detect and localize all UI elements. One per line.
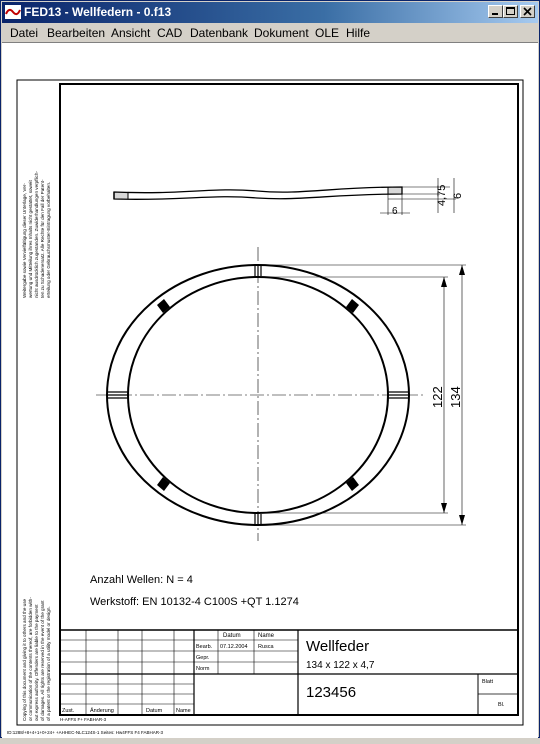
tb-row-gepr: Gepr.: [196, 655, 210, 661]
tb-sheet-label: Blatt: [482, 679, 494, 685]
minimize-button[interactable]: [488, 5, 503, 18]
svg-text:out express authority. Offende: out express authority. Offenders are liable to the payment: [34, 604, 39, 721]
title-block: [60, 630, 518, 715]
tb-col-datum: Datum: [223, 633, 241, 639]
technical-drawing: [2, 43, 538, 739]
svg-text:erteilung oder Gebrauchsmuster: erteilung oder Gebrauchsmuster-Eintragung vorbehalten.: [46, 181, 51, 298]
tb-part-dims: 134 x 122 x 4,7: [306, 660, 375, 671]
dim-thickness: 4,75: [436, 184, 448, 206]
side-view: [114, 178, 456, 215]
tb-bearb-date: 07.12.2004: [220, 644, 248, 650]
menu-bearbeiten[interactable]: Bearbeiten: [47, 26, 106, 40]
tb-row-bearb: Bearb.: [196, 644, 213, 650]
svg-text:Weitergabe sowie Vervielfältig: Weitergabe sowie Vervielfältigung dieser Unterlage, Ver-: [22, 183, 27, 298]
tb-name: Name: [176, 708, 191, 714]
svg-text:wertung und Mitteilung ihres I: wertung und Mitteilung ihres Inhalts nicht gestattet, soweit: [28, 180, 33, 298]
svg-text:nicht ausdrücklich zugestanden: nicht ausdrücklich zugestanden. Zuwiderhandlungen verpflich-: [34, 171, 39, 298]
tb-bearb-name: Rusca: [258, 644, 274, 650]
tb-drawing-number: 123456: [306, 684, 357, 701]
front-view: [96, 247, 466, 541]
note-material: Werkstoff: EN 10132-4 C100S +QT 1.1274: [90, 596, 299, 608]
note-wave-count: Anzahl Wellen: N = 4: [90, 574, 193, 586]
tb-part-name: Wellfeder: [306, 638, 370, 655]
svg-text:of damages. All rights are res: of damages. All rights are reserved in the event of the grant: [40, 600, 45, 721]
maximize-icon: [504, 6, 517, 17]
svg-text:or communication of the conten: or communication of the contents thereof, are forbidden with-: [28, 597, 33, 721]
menu-datei[interactable]: Datei: [10, 26, 39, 40]
tb-datum: Datum: [146, 708, 163, 714]
app-spring-icon: [5, 5, 21, 19]
svg-text:ten zu Schadenersatz. Alle Rec: ten zu Schadenersatz. Alle Rechte für den Fall der Patent-: [40, 179, 45, 298]
dim-width-top: 6: [392, 206, 398, 217]
menu-hilfe[interactable]: Hilfe: [346, 26, 371, 40]
minimize-icon: [489, 6, 502, 17]
tb-row-norm: Norm: [196, 666, 210, 672]
svg-text:Copying of this document and g: Copying of this document and giving it to others and the use: [22, 598, 27, 721]
menu-dokument[interactable]: Dokument: [254, 26, 309, 40]
footer-line-1: H-AFFS F+ FABHAR-3: [60, 717, 107, 722]
svg-text:of a patent or the registratio: of a patent or the registration of a utility model or design.: [46, 606, 51, 721]
tb-aenderung: Änderung: [90, 708, 114, 714]
tb-col-name: Name: [258, 633, 275, 639]
close-icon: [521, 6, 534, 17]
footer-line-2: ID:1288/+8+4+1+0+24+ +AHHEC-NLC124S-1 Seites: Hw4FFS F4 FABHAR-3: [7, 730, 163, 735]
window-title: FED13 - Wellfedern - 0.f13: [24, 5, 172, 19]
dim-height: 6: [452, 192, 464, 199]
copyright-note-de: [22, 171, 51, 298]
menu-cad[interactable]: CAD: [157, 26, 183, 40]
menu-ansicht[interactable]: Ansicht: [111, 26, 151, 40]
title-bar[interactable]: [2, 2, 538, 23]
tb-bl-label: Bl.: [498, 702, 505, 708]
tb-zust: Zust.: [62, 708, 75, 714]
menu-ole[interactable]: OLE: [315, 26, 340, 40]
close-button[interactable]: [520, 5, 535, 18]
maximize-button[interactable]: [503, 5, 518, 18]
dim-outer-diameter: 134: [448, 386, 463, 408]
menu-datenbank[interactable]: Datenbank: [190, 26, 249, 40]
dim-inner-diameter: 122: [430, 386, 445, 408]
menu-bar: [2, 23, 538, 42]
copyright-note-en: [22, 597, 51, 721]
drawing-area[interactable]: [2, 42, 538, 738]
